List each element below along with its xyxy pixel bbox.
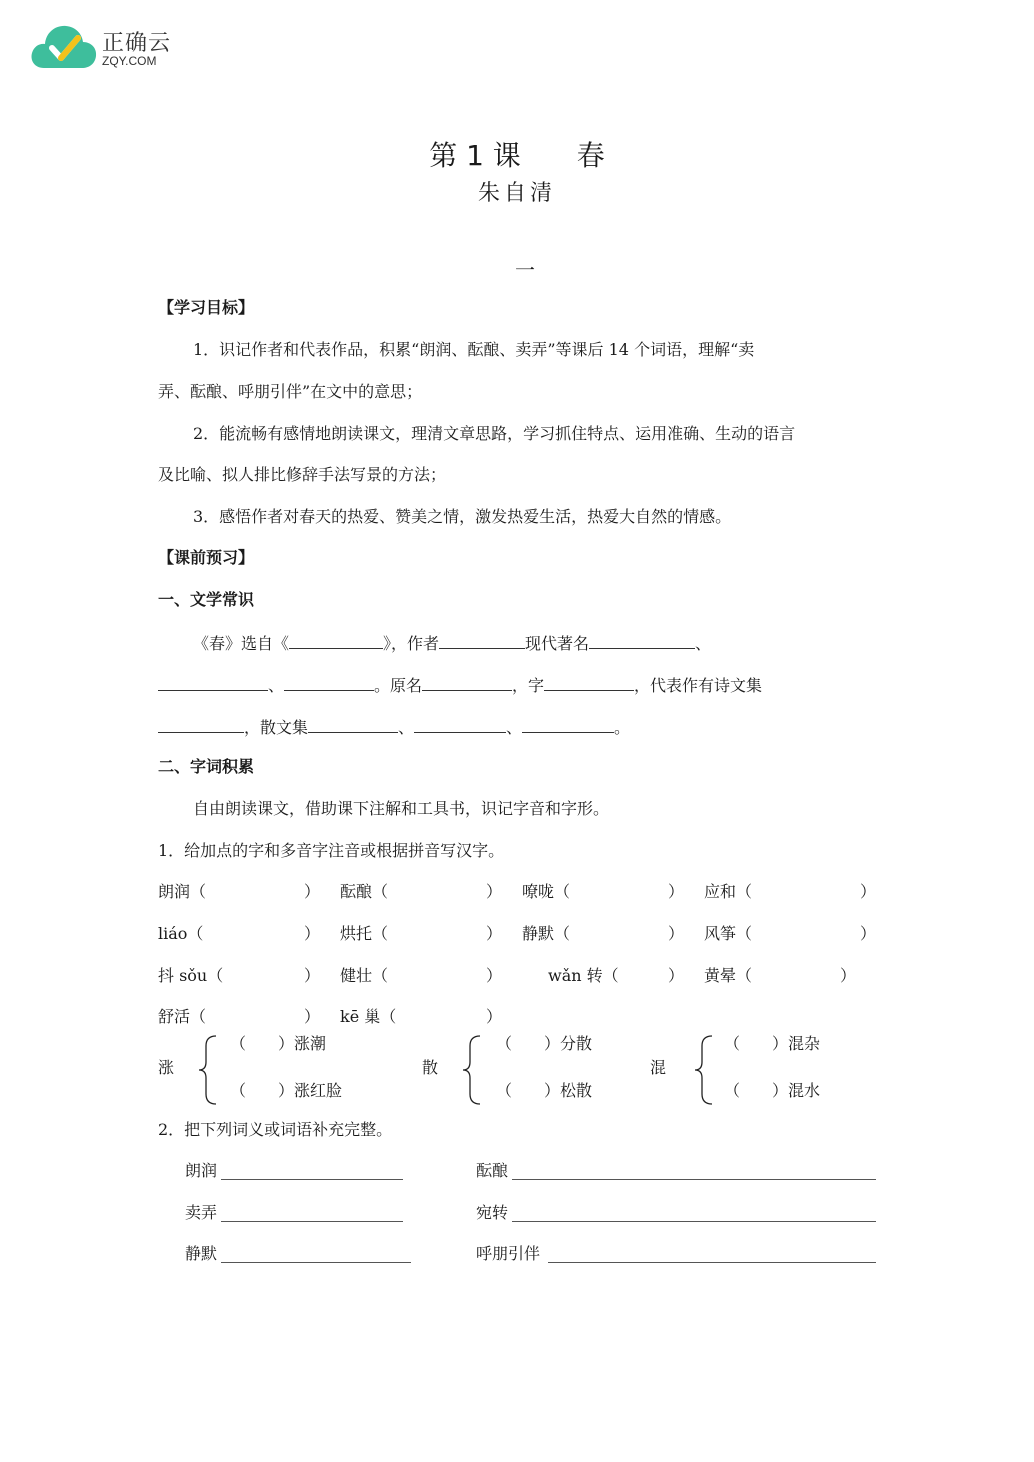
fill-line[interactable]	[512, 1179, 876, 1180]
fill-word: 酝酿	[476, 1161, 509, 1180]
pinyin-close: ）	[486, 924, 503, 943]
blank-title-1[interactable]	[589, 632, 695, 649]
fill-line[interactable]	[221, 1179, 403, 1180]
fill-word: 宛转	[476, 1203, 509, 1222]
lit-line-2: 、 。原名 ，字 ，代表作有诗文集	[158, 674, 762, 696]
polyphone-top: （ ）分散	[496, 1034, 593, 1053]
logo-name: 正确云	[102, 31, 172, 56]
polyphone-bottom: （ ）涨红脸	[230, 1081, 343, 1100]
brace-icon	[196, 1034, 220, 1106]
blank-source[interactable]	[289, 632, 383, 649]
blank-poem-collection[interactable]	[158, 716, 244, 733]
blank-title-2[interactable]	[158, 674, 268, 691]
lesson-title: 第 1 课 春	[429, 139, 605, 172]
pinyin-close: ）	[486, 1007, 503, 1026]
pinyin-word: wǎn 转（	[548, 966, 619, 985]
pinyin-close: ）	[304, 882, 321, 901]
fill-line[interactable]	[221, 1221, 403, 1222]
fill-word: 静默	[185, 1244, 218, 1263]
pinyin-close: ）	[840, 966, 857, 985]
pinyin-close: ）	[668, 966, 685, 985]
pinyin-word: 嘹咙（	[522, 882, 571, 901]
pinyin-word: 烘托（	[340, 924, 389, 943]
blank-courtesy-name[interactable]	[544, 674, 634, 691]
brace-icon	[692, 1034, 716, 1106]
pinyin-word: 朗润（	[158, 882, 207, 901]
polyphone-char: 散	[422, 1058, 439, 1077]
pinyin-word: liáo（	[158, 924, 204, 943]
pinyin-close: ）	[486, 966, 503, 985]
word-intro: 自由朗读课文，借助课下注解和工具书，识记字音和字形。	[193, 799, 610, 818]
pinyin-close: ）	[668, 882, 685, 901]
blank-title-3[interactable]	[284, 674, 374, 691]
pinyin-word: 抖 sǒu（	[158, 966, 224, 985]
goal-1b: 弄、酝酿、呼朋引伴”在文中的意思；	[158, 382, 423, 401]
pinyin-close: ）	[304, 1007, 321, 1026]
preview-heading: 【课前预习】	[158, 548, 255, 567]
pinyin-word: 应和（	[704, 882, 753, 901]
polyphone-top: （ ）涨潮	[230, 1034, 327, 1053]
pinyin-close: ）	[668, 924, 685, 943]
fill-word: 朗润	[185, 1161, 218, 1180]
lesson-author: 朱自清	[477, 181, 556, 206]
blank-prose-3[interactable]	[522, 716, 614, 733]
pinyin-word: 静默（	[522, 924, 571, 943]
pinyin-close: ）	[860, 882, 877, 901]
fill-line[interactable]	[512, 1221, 876, 1222]
blank-prose-1[interactable]	[308, 716, 398, 733]
pinyin-close: ）	[304, 966, 321, 985]
polyphone-bottom: （ ）混水	[724, 1081, 821, 1100]
pinyin-close: ）	[860, 924, 877, 943]
pinyin-word: 酝酿（	[340, 882, 389, 901]
blank-author[interactable]	[439, 632, 525, 649]
goal-2b: 及比喻、拟人排比修辞手法写景的方法；	[158, 465, 447, 484]
pinyin-word: 风筝（	[704, 924, 753, 943]
fill-word: 呼朋引伴	[476, 1244, 541, 1263]
goals-heading: 【学习目标】	[158, 298, 255, 317]
fill-line[interactable]	[548, 1262, 876, 1263]
logo-domain: ZQY.COM	[102, 54, 157, 68]
goal-1a: 1．识记作者和代表作品，积累“朗润、酝酿、卖弄”等课后 14 个词语，理解“卖	[193, 340, 755, 359]
word-heading: 二、字词积累	[158, 757, 255, 776]
goal-2a: 2．能流畅有感情地朗读课文，理清文章思路，学习抓住特点、运用准确、生动的语言	[193, 424, 796, 443]
blank-prose-2[interactable]	[414, 716, 506, 733]
pinyin-close: ）	[304, 924, 321, 943]
pinyin-word: 舒活（	[158, 1007, 207, 1026]
brace-icon	[460, 1034, 484, 1106]
fill-word: 卖弄	[185, 1203, 218, 1222]
goal-3: 3．感悟作者对春天的热爱、赞美之情，激发热爱生活，热爱大自然的情感。	[193, 507, 732, 526]
cloud-check-icon	[30, 22, 98, 72]
lit-line-3: ，散文集 、 、 。	[158, 716, 630, 738]
polyphone-char: 混	[650, 1058, 667, 1077]
polyphone-bottom: （ ）松散	[496, 1081, 593, 1100]
blank-original-name[interactable]	[422, 674, 512, 691]
pinyin-close: ）	[486, 882, 503, 901]
question-2: 2．把下列词义或词语补充完整。	[158, 1120, 393, 1139]
polyphone-char: 涨	[158, 1058, 175, 1077]
section-mark: 一	[515, 258, 535, 282]
pinyin-word: kē 巢（	[340, 1007, 397, 1026]
question-1: 1．给加点的字和多音字注音或根据拼音写汉字。	[158, 841, 505, 860]
fill-line[interactable]	[221, 1262, 411, 1263]
zqy-logo	[30, 22, 180, 74]
lit-heading: 一、文学常识	[158, 590, 255, 609]
lit-line-1: 《春》选自《 》，作者 现代著名 、	[193, 634, 712, 653]
polyphone-top: （ ）混杂	[724, 1034, 821, 1053]
pinyin-word: 黄晕（	[704, 966, 753, 985]
pinyin-word: 健壮（	[340, 966, 389, 985]
